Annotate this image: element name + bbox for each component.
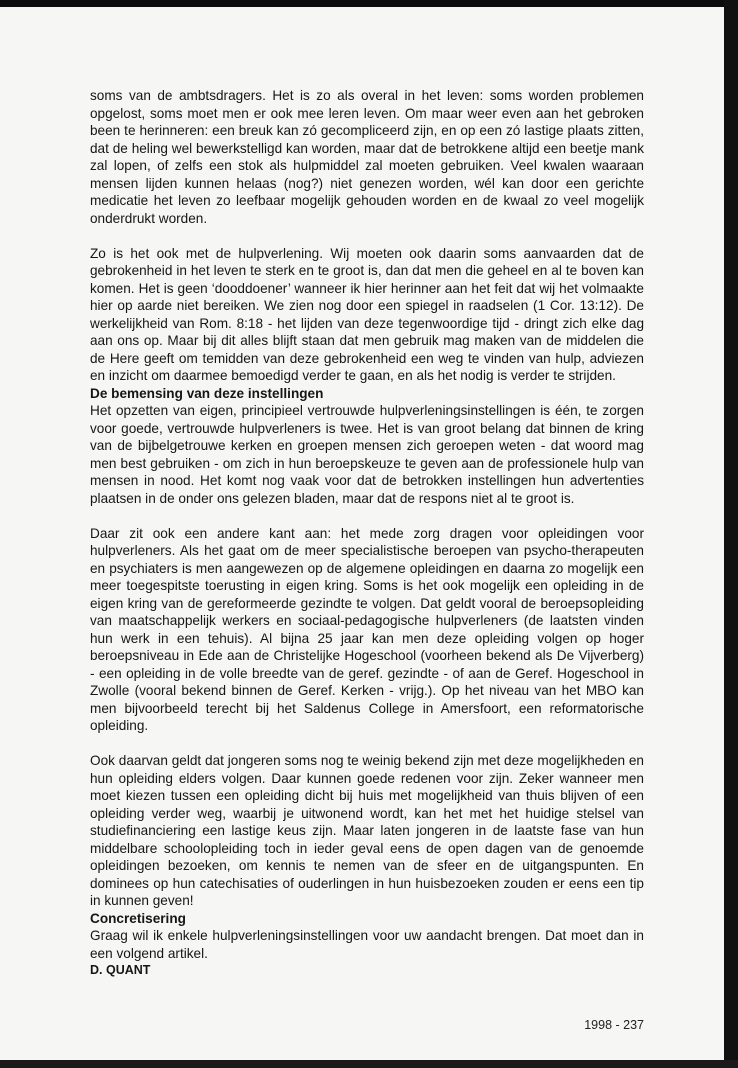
article-paragraph-1: soms van de ambtsdragers. Het is zo als overal in het leven: soms worden problemen opgelost, soms moet men er ook mee leren leven. Om maar weer even aan het gebroken been te herinneren: een breuk kan zó gecompliceerd zijn, en op een zó lastige plaats zitten, dat de heling wel bewerkstelligd kan worden, maar dat de betrokkene altijd een beetje mank zal lopen, of zelfs een stok als hulpmiddel zal moeten gebruiken. Veel kwalen waaraan mensen lijden kunnen helaas (nog?) niet genezen worden, wél kan door een gerichte medicatie het leven zo leefbaar mogelijk gehouden worden en de kwaal zo veel mogelijk onderdrukt worden. (90, 88, 644, 226)
article-paragraph-3: Het opzetten van eigen, principieel vertrouwde hulpverleningsinstellingen is één, te zorgen voor goede, vertrouwde hulpverleners is twee. Het is van groot belang dat binnen de kring van de bijbelgetrouwe kerken en groepen mensen zich geroepen weten - dat woord mag men best gebruiken - om zich in hun beroepskeuze te geven aan de professionele hulp van mensen in nood. Het komt nog vaak voor dat de betrokken instellingen hun advertenties plaatsen in de onder ons gelezen bladen, maar dat de respons niet al te groot is. (90, 403, 644, 506)
article-paragraph-4: Daar zit ook een andere kant aan: het mede zorg dragen voor opleidingen voor hulpverleners. Als het gaat om de meer specialistische beroepen van psycho-therapeuten en psychiaters is men aangewezen op de algemene opleidingen en daarna zo mogelijk een meer toegespitste toerusting in eigen kring. Soms is het ook mogelijk een opleiding in de eigen kring van de gereformeerde gezindte te volgen. Dat geldt vooral de beroepsopleiding van maatschappelijk werkers en sociaal-pedagogische hulpverleners (de laatsten vinden hun werk in een tehuis). Al bijna 25 jaar kan men deze opleiding volgen op hoger beroepsniveau in Ede aan de Christelijke Hogeschool (voorheen bekend als De Vijverberg) - een opleiding in de volle breedte van de geref. gezindte - of aan de Geref. Hogeschool in Zwolle (vooral bekend binnen de Geref. Kerken - vrijg.). Op het niveau van het MBO kan men bijvoorbeeld terecht bij het Saldenus College in Amersfoort, een reformatorische opleiding. (90, 525, 644, 733)
document-page (0, 7, 724, 1060)
scan-border-top (0, 0, 738, 7)
author-signature: D. QUANT (90, 963, 151, 977)
page-number: 1998 - 237 (584, 1018, 644, 1032)
section-heading-concretisering: Concretisering (90, 910, 186, 926)
article-body (90, 87, 644, 980)
scan-border-right (724, 0, 738, 1068)
scan-border-bottom (0, 1060, 738, 1068)
article-paragraph-2: Zo is het ook met de hulpverlening. Wij moeten ook daarin soms aanvaarden dat de gebrokenheid in het leven te sterk en te groot is, dan dat men die geheel en al te boven kan komen. Het is geen ‘dooddoener’ wanneer ik hier herinner aan het feit dat wij het volmaakte hier op aarde niet bereiken. We zien nog door een spiegel in raadselen (1 Cor. 13:12). De werkelijkheid van Rom. 8:18 - het lijden van deze tegenwoordige tijd - dringt zich elke dag aan ons op. Maar bij dit alles blijft staan dat men gebruik mag maken van de middelen die de Here geeft om temidden van deze gebrokenheid een weg te vinden van hulp, adviezen en inzicht om daarmee bemoedigd verder te gaan, en als het nodig is verder te strijden. (90, 245, 644, 383)
article-paragraph-6: Graag wil ik enkele hulpverleningsinstellingen voor uw aandacht brengen. Dat moet dan in een volgend artikel. (90, 928, 644, 961)
section-heading-bemensing: De bemensing van deze instellingen (90, 385, 324, 401)
article-paragraph-5: Ook daarvan geldt dat jongeren soms nog te weinig bekend zijn met deze mogelijkheden en hun opleiding elders volgen. Daar kunnen goede redenen voor zijn. Zeker wanneer men moet kiezen tussen een opleiding dicht bij huis met mogelijkheid van thuis blijven of een opleiding verder weg, waarbij je uitwonend wordt, kan het met het huidige stelsel van studiefinanciering een lastige keus zijn. Maar laten jongeren in de laatste fase van hun middelbare schoolopleiding toch in ieder geval eens de open dagen van de genoemde opleidingen bezoeken, om kennis te nemen van de sfeer en de uitgangspunten. En dominees op hun catechisaties of ouderlingen in hun huisbezoeken zouden er eens een tip in kunnen geven! (90, 753, 644, 908)
